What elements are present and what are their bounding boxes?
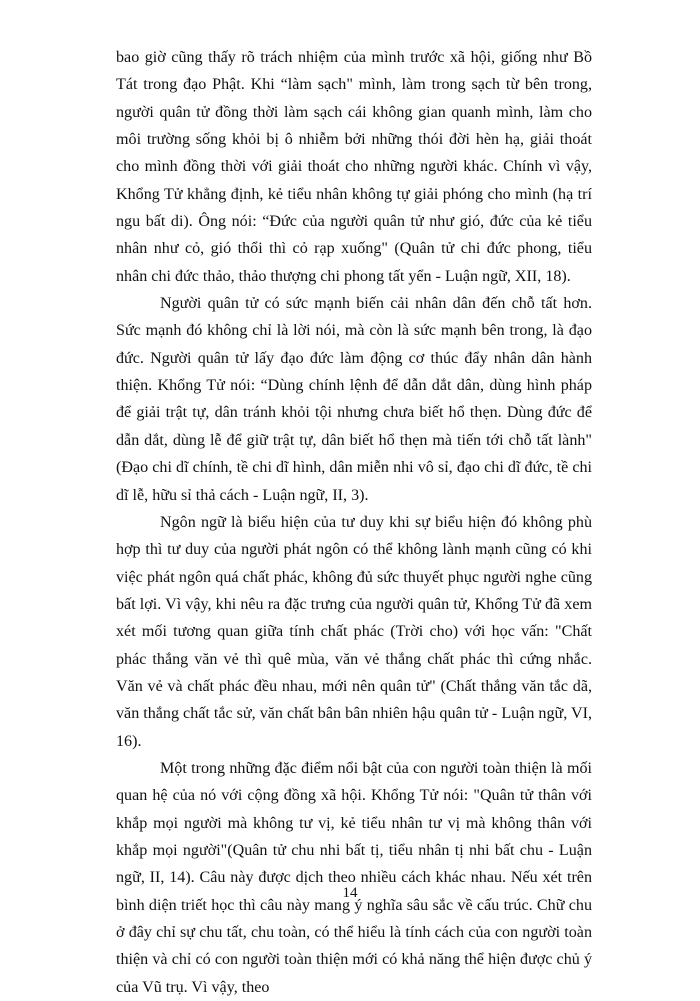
paragraph-1: bao giờ cũng thấy rõ trách nhiệm của mình trước xã hội, giống như Bồ Tát trong đạo Phật. Khi “làm sạch" mình, làm trong sạch từ bên trong, người quân tử đồng thời làm sạch cái không gian quanh mình, làm cho môi trường sống khỏi bị ô nhiễm bởi những thói đời hèn hạ, giải thoát cho mình đồng thời với giải thoát cho những người khác. Chính vì vậy, Khổng Tử khẳng định, kẻ tiểu nhân không tự giải phóng cho mình (hạ trí ngu bất di). Ông nói: “Đức của người quân tử như gió, đức của kẻ tiểu nhân như cỏ, gió thổi thì cỏ rạp xuống" (Quân tử chi đức phong, tiểu nhân chi đức thảo, thảo thượng chi phong tất yển - Luận ngữ, XII, 18). [116, 49, 592, 285]
body-text [116, 44, 592, 1001]
page-number: 14 [342, 885, 358, 901]
paragraph-2: Người quân tử có sức mạnh biến cải nhân dân đến chỗ tất hơn. Sức mạnh đó không chỉ là lời nói, mà còn là sức mạnh bên trong, là đạo đức. Người quân tử lấy đạo đức làm động cơ thúc đẩy nhân dân hành thiện. Khổng Tử nói: “Dùng chính lệnh để dẫn dắt dân, dùng hình pháp để giải trật tự, dân tránh khỏi tội nhưng chưa biết hổ thẹn. Dùng đức để dẫn dắt, dùng lễ để giữ trật tự, dân biết hổ thẹn mà tiến tới chỗ tất lành" (Đạo chi dĩ chính, tề chi dĩ hình, dân miễn nhi vô sỉ, đạo chi dĩ đức, tề chi dĩ lễ, hữu sỉ thả cách - Luận ngữ, II, 3). [116, 295, 592, 504]
paragraph-4: Một trong những đặc điểm nổi bật của con người toàn thiện là mối quan hệ của nó với cộng đồng xã hội. Khổng Tử nói: "Quân tử thân với khắp mọi người mà không tư vị, kẻ tiểu nhân tư vị mà không thân với khắp mọi người"(Quân tử chu nhi bất tị, tiểu nhân tị nhi bất chu - Luận ngữ, II, 14). Câu này được dịch theo nhiều cách khác nhau. Nếu xét trên bình diện triết học thì câu này mang ý nghĩa sâu sắc về cấu trúc. Chữ chu ở đây chỉ sự chu tất, chu toàn, có thể hiểu là tính cách của con người toàn thiện và chỉ có con người toàn thiện mới có khả năng thể hiện được chủ ý của Vũ trụ. Vì vậy, theo [116, 759, 592, 996]
paragraph-3: Ngôn ngữ là biểu hiện của tư duy khi sự biểu hiện đó không phù hợp thì tư duy của người phát ngôn có thể không lành mạnh cũng có khi việc phát ngôn quá chất phác, không đủ sức thuyết phục người nghe cũng bất lợi. Vì vậy, khi nêu ra đặc trưng của người quân tử, Khổng Tử đã xem xét mối tương quan giữa tính chất phác (Trời cho) với học vấn: "Chất phác thắng văn vẻ thì quê mùa, văn vẻ thắng chất phác thì cứng nhắc. Văn vẻ và chất phác đều nhau, mới nên quân tử" (Chất thắng văn tắc dã, văn thắng chất tắc sử, văn chất bân bân nhiên hậu quân tử - Luận ngữ, VI, 16). [116, 513, 592, 750]
